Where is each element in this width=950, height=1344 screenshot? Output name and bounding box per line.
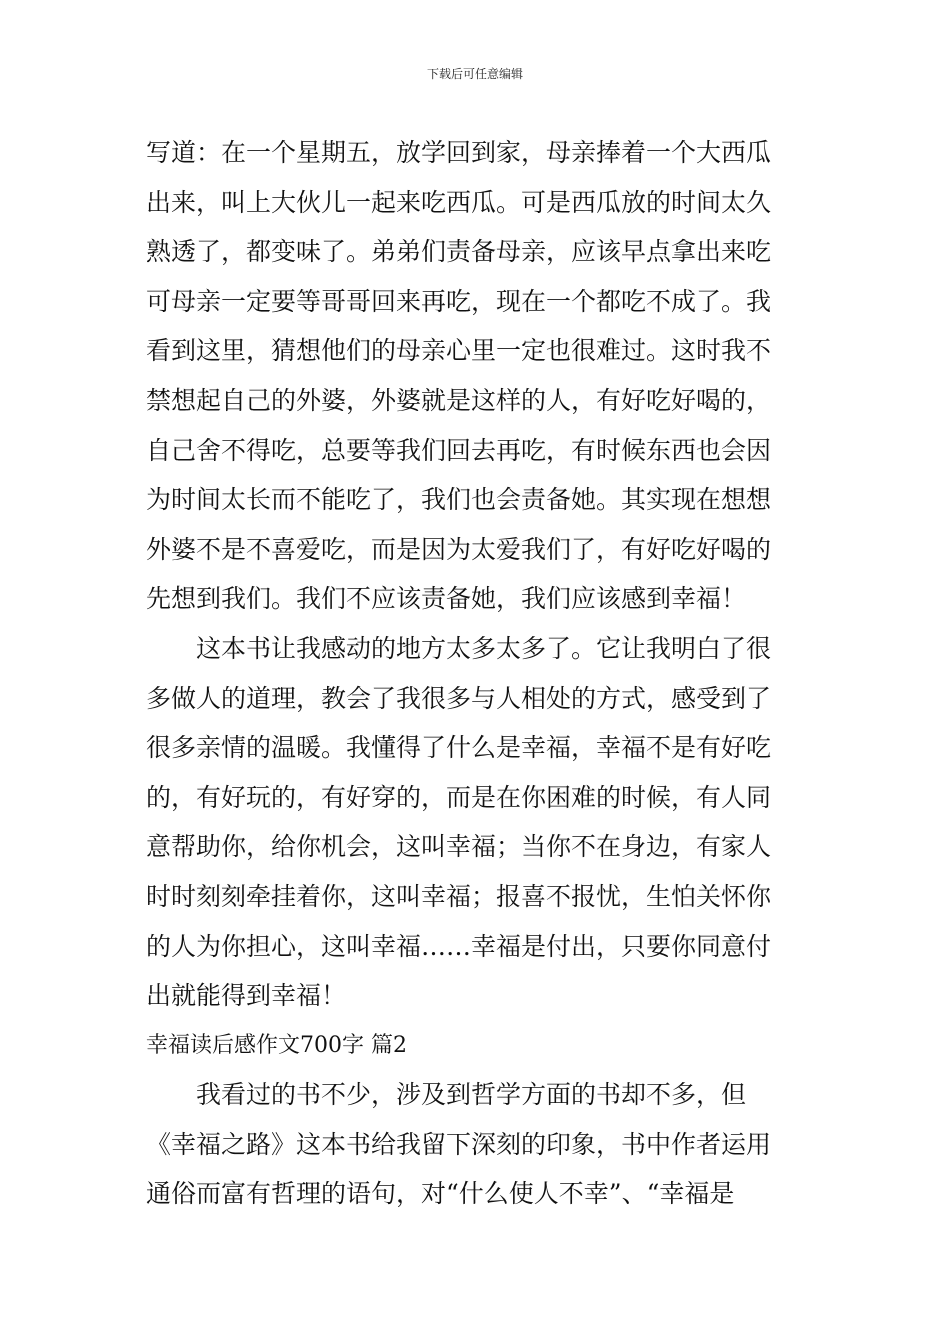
- text-line: 的，有好玩的，有好穿的，而是在你困难的时候，有人同: [146, 782, 772, 812]
- text-line: 出就能得到幸福！: [146, 981, 347, 1011]
- section-heading: 幸福读后感作文700字 篇2: [146, 1032, 407, 1058]
- text-line: 《幸福之路》这本书给我留下深刻的印象，书中作者运用: [146, 1129, 772, 1159]
- text-line: 我看过的书不少，涉及到哲学方面的书却不多，但: [196, 1080, 747, 1110]
- text-line: 先想到我们。我们不应该责备她，我们应该感到幸福！: [146, 584, 747, 614]
- text-line: 的人为你担心，这叫幸福……幸福是付出，只要你同意付: [146, 931, 772, 961]
- page-header: 下载后可任意编辑: [426, 67, 523, 81]
- text-line: 时时刻刻牵挂着你，这叫幸福；报喜不报忧，生怕关怀你: [146, 881, 772, 911]
- text-line: 自己舍不得吃，总要等我们回去再吃，有时候东西也会因: [146, 435, 772, 465]
- text-line: 意帮助你，给你机会，这叫幸福；当你不在身边，有家人: [146, 832, 772, 862]
- text-line: 这本书让我感动的地方太多太多了。它让我明白了很: [196, 633, 772, 663]
- text-line: 看到这里，猜想他们的母亲心里一定也很难过。这时我不: [146, 336, 772, 366]
- text-line: 多做人的道理，教会了我很多与人相处的方式，感受到了: [146, 683, 772, 713]
- paragraph-2: [146, 624, 810, 1021]
- text-line: 很多亲情的温暖。我懂得了什么是幸福，幸福不是有好吃: [146, 733, 772, 763]
- text-line: 外婆不是不喜爱吃，而是因为太爱我们了，有好吃好喝的: [146, 534, 772, 564]
- text-line: 熟透了，都变味了。弟弟们责备母亲，应该早点拿出来吃: [146, 237, 772, 267]
- text-line: 出来，叫上大伙儿一起来吃西瓜。可是西瓜放的时间太久: [146, 187, 772, 217]
- text-line: 可母亲一定要等哥哥回来再吃，现在一个都吃不成了。我: [146, 286, 772, 316]
- text-line: 写道：在一个星期五，放学回到家，母亲捧着一个大西瓜: [146, 138, 772, 167]
- text-line: 通俗而富有哲理的语句，对“什么使人不幸”、“幸福是: [146, 1179, 735, 1209]
- paragraph-3: [146, 1070, 810, 1219]
- document-body: [146, 128, 810, 1219]
- paragraph-1: [146, 128, 810, 624]
- text-line: 为时间太长而不能吃了，我们也会责备她。其实现在想想: [146, 485, 772, 515]
- text-line: 禁想起自己的外婆，外婆就是这样的人，有好吃好喝的，: [146, 385, 772, 415]
